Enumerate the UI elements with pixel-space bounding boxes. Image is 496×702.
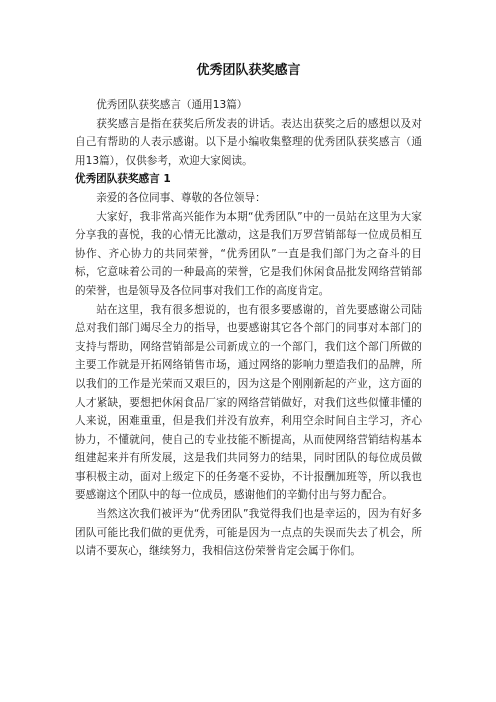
document-title: 优秀团队获奖感言 [196, 63, 301, 78]
body-paragraph: 当然这次我们被评为“优秀团队”我觉得我们也是幸运的，因为有好多团队可能比我们做的更优秀，可能是因为一点点的失误而失去了机会，所以请不要灰心，继续努力，我相信这份荣誉肯定会属于你们。 [75, 508, 422, 558]
section-heading: 优秀团队获奖感言 1 [75, 173, 171, 186]
body-paragraph: 大家好，我非常高兴能作为本期“优秀团队”中的一员站在这里为大家分享我的喜悦，我的心情无比激动，这是我们万罗营销部每一位成员相互协作、齐心协力的共同荣誉，“优秀团队”一直是我们部门为之奋斗的目标，它意味着公司的一种最高的荣誉，它是我们休闲食品批发网络营销部的荣誉，也是领导及各位同事对我们工作的高度肯定。 [75, 210, 422, 297]
intro-paragraph: 获奖感言是指在获奖后所发表的讲话。表达出获奖之后的感想以及对自己有帮助的人表示感谢。以下是小编收集整理的优秀团队获奖感言（通用13篇），仅供参考，欢迎大家阅读。 [75, 117, 422, 167]
intro-line: 优秀团队获奖感言（通用13篇） [96, 99, 248, 111]
greeting-line: 亲爱的各位同事、尊敬的各位领导： [96, 191, 266, 204]
body-paragraph: 站在这里，我有很多想说的，也有很多要感谢的，首先要感谢公司陆总对我们部门竭尽全力的指导，也要感谢其它各个部门的同事对本部门的支持与帮助，网络营销部是公司新成立的一个部门，我们这个部门所做的主要工作就是开拓网络销售市场，通过网络的影响力塑造我们的品牌，所以我们的工作是光荣而又艰巨的，因为这是个刚刚新起的产业，这方面的人才紧缺，要想把休闲食品厂家的网络营销做好，对我们这些似懂非懂的人来说，困难重重，但是我们并没有放弃，利用空余时间自主学习，齐心协力，不懂就问，使自己的专业技能不断提高，从而使网络营销结构基本组建起来并有所发展，这是我们共同努力的结果，同时团队的每位成员做事积极主动，面对上级定下的任务毫不妥协，不计报酬加班等，所以我也要感谢这个团队中的每一位成员，感谢他们的辛勤付出与努力配合。 [75, 303, 422, 502]
